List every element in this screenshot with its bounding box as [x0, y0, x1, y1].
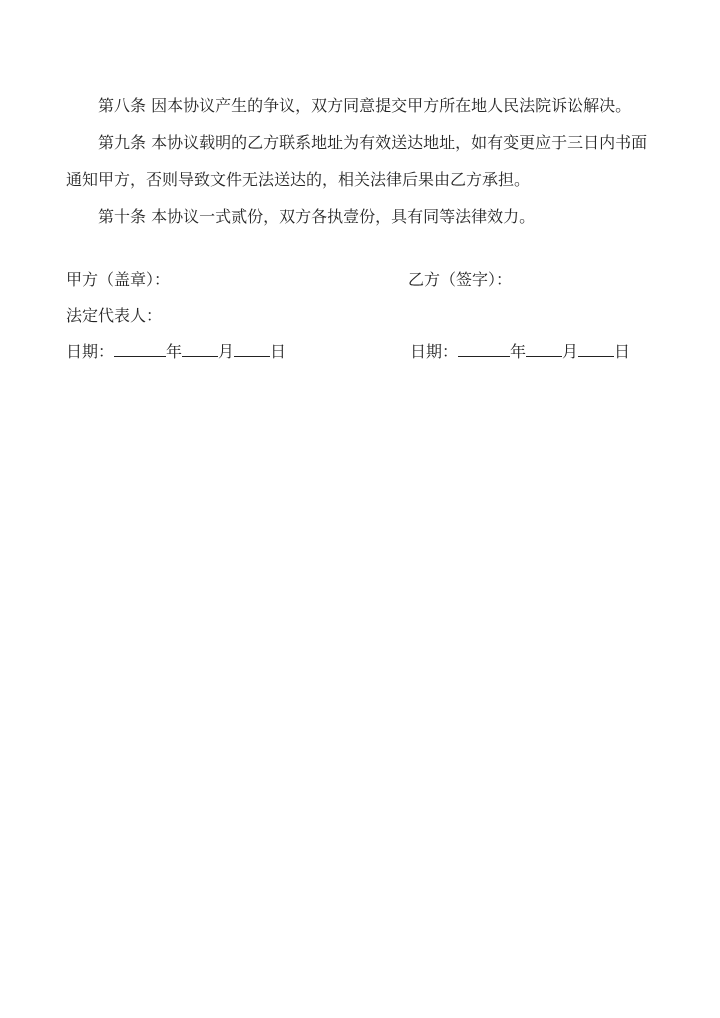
- clause-10-text: 本协议一式贰份，双方各执壹份，具有同等法律效力。: [151, 207, 536, 226]
- party-a-month-label: 月: [218, 342, 235, 361]
- clause-10-number: 第十条: [98, 207, 147, 226]
- party-a-day-blank[interactable]: [234, 340, 270, 357]
- clause-10: [66, 198, 656, 235]
- party-a-year-label: 年: [166, 342, 183, 361]
- party-b-day-blank[interactable]: [578, 340, 614, 357]
- party-b-date-label: 日期：: [410, 342, 459, 361]
- party-a-month-blank[interactable]: [182, 340, 218, 357]
- party-a-year-blank[interactable]: [114, 340, 166, 357]
- party-b-day-label: 日: [614, 342, 631, 361]
- clause-9-number: 第九条: [98, 133, 147, 152]
- clause-9-text: 本协议载明的乙方联系地址为有效送达地址，如有变更应于三日内书面通知甲方，否则导致文件无法送达的，相关法律后果由乙方承担。: [66, 133, 648, 189]
- party-a-date-line: [66, 340, 286, 364]
- party-b-month-blank[interactable]: [526, 340, 562, 357]
- party-b-label: 乙方（签字）：: [408, 270, 513, 289]
- party-b-month-label: 月: [562, 342, 579, 361]
- party-b-year-label: 年: [510, 342, 527, 361]
- clause-8-text: 因本协议产生的争议，双方同意提交甲方所在地人民法院诉讼解决。: [151, 96, 632, 115]
- party-b-date-line: [410, 340, 630, 364]
- clause-8: [66, 87, 656, 124]
- party-a-representative-label: 法定代表人：: [66, 306, 163, 325]
- clause-8-number: 第八条: [98, 96, 147, 115]
- party-b-year-blank[interactable]: [458, 340, 510, 357]
- clause-9: [66, 124, 656, 198]
- party-a-label: 甲方（盖章）：: [66, 270, 171, 289]
- party-a-date-label: 日期：: [66, 342, 115, 361]
- party-a-day-label: 日: [270, 342, 287, 361]
